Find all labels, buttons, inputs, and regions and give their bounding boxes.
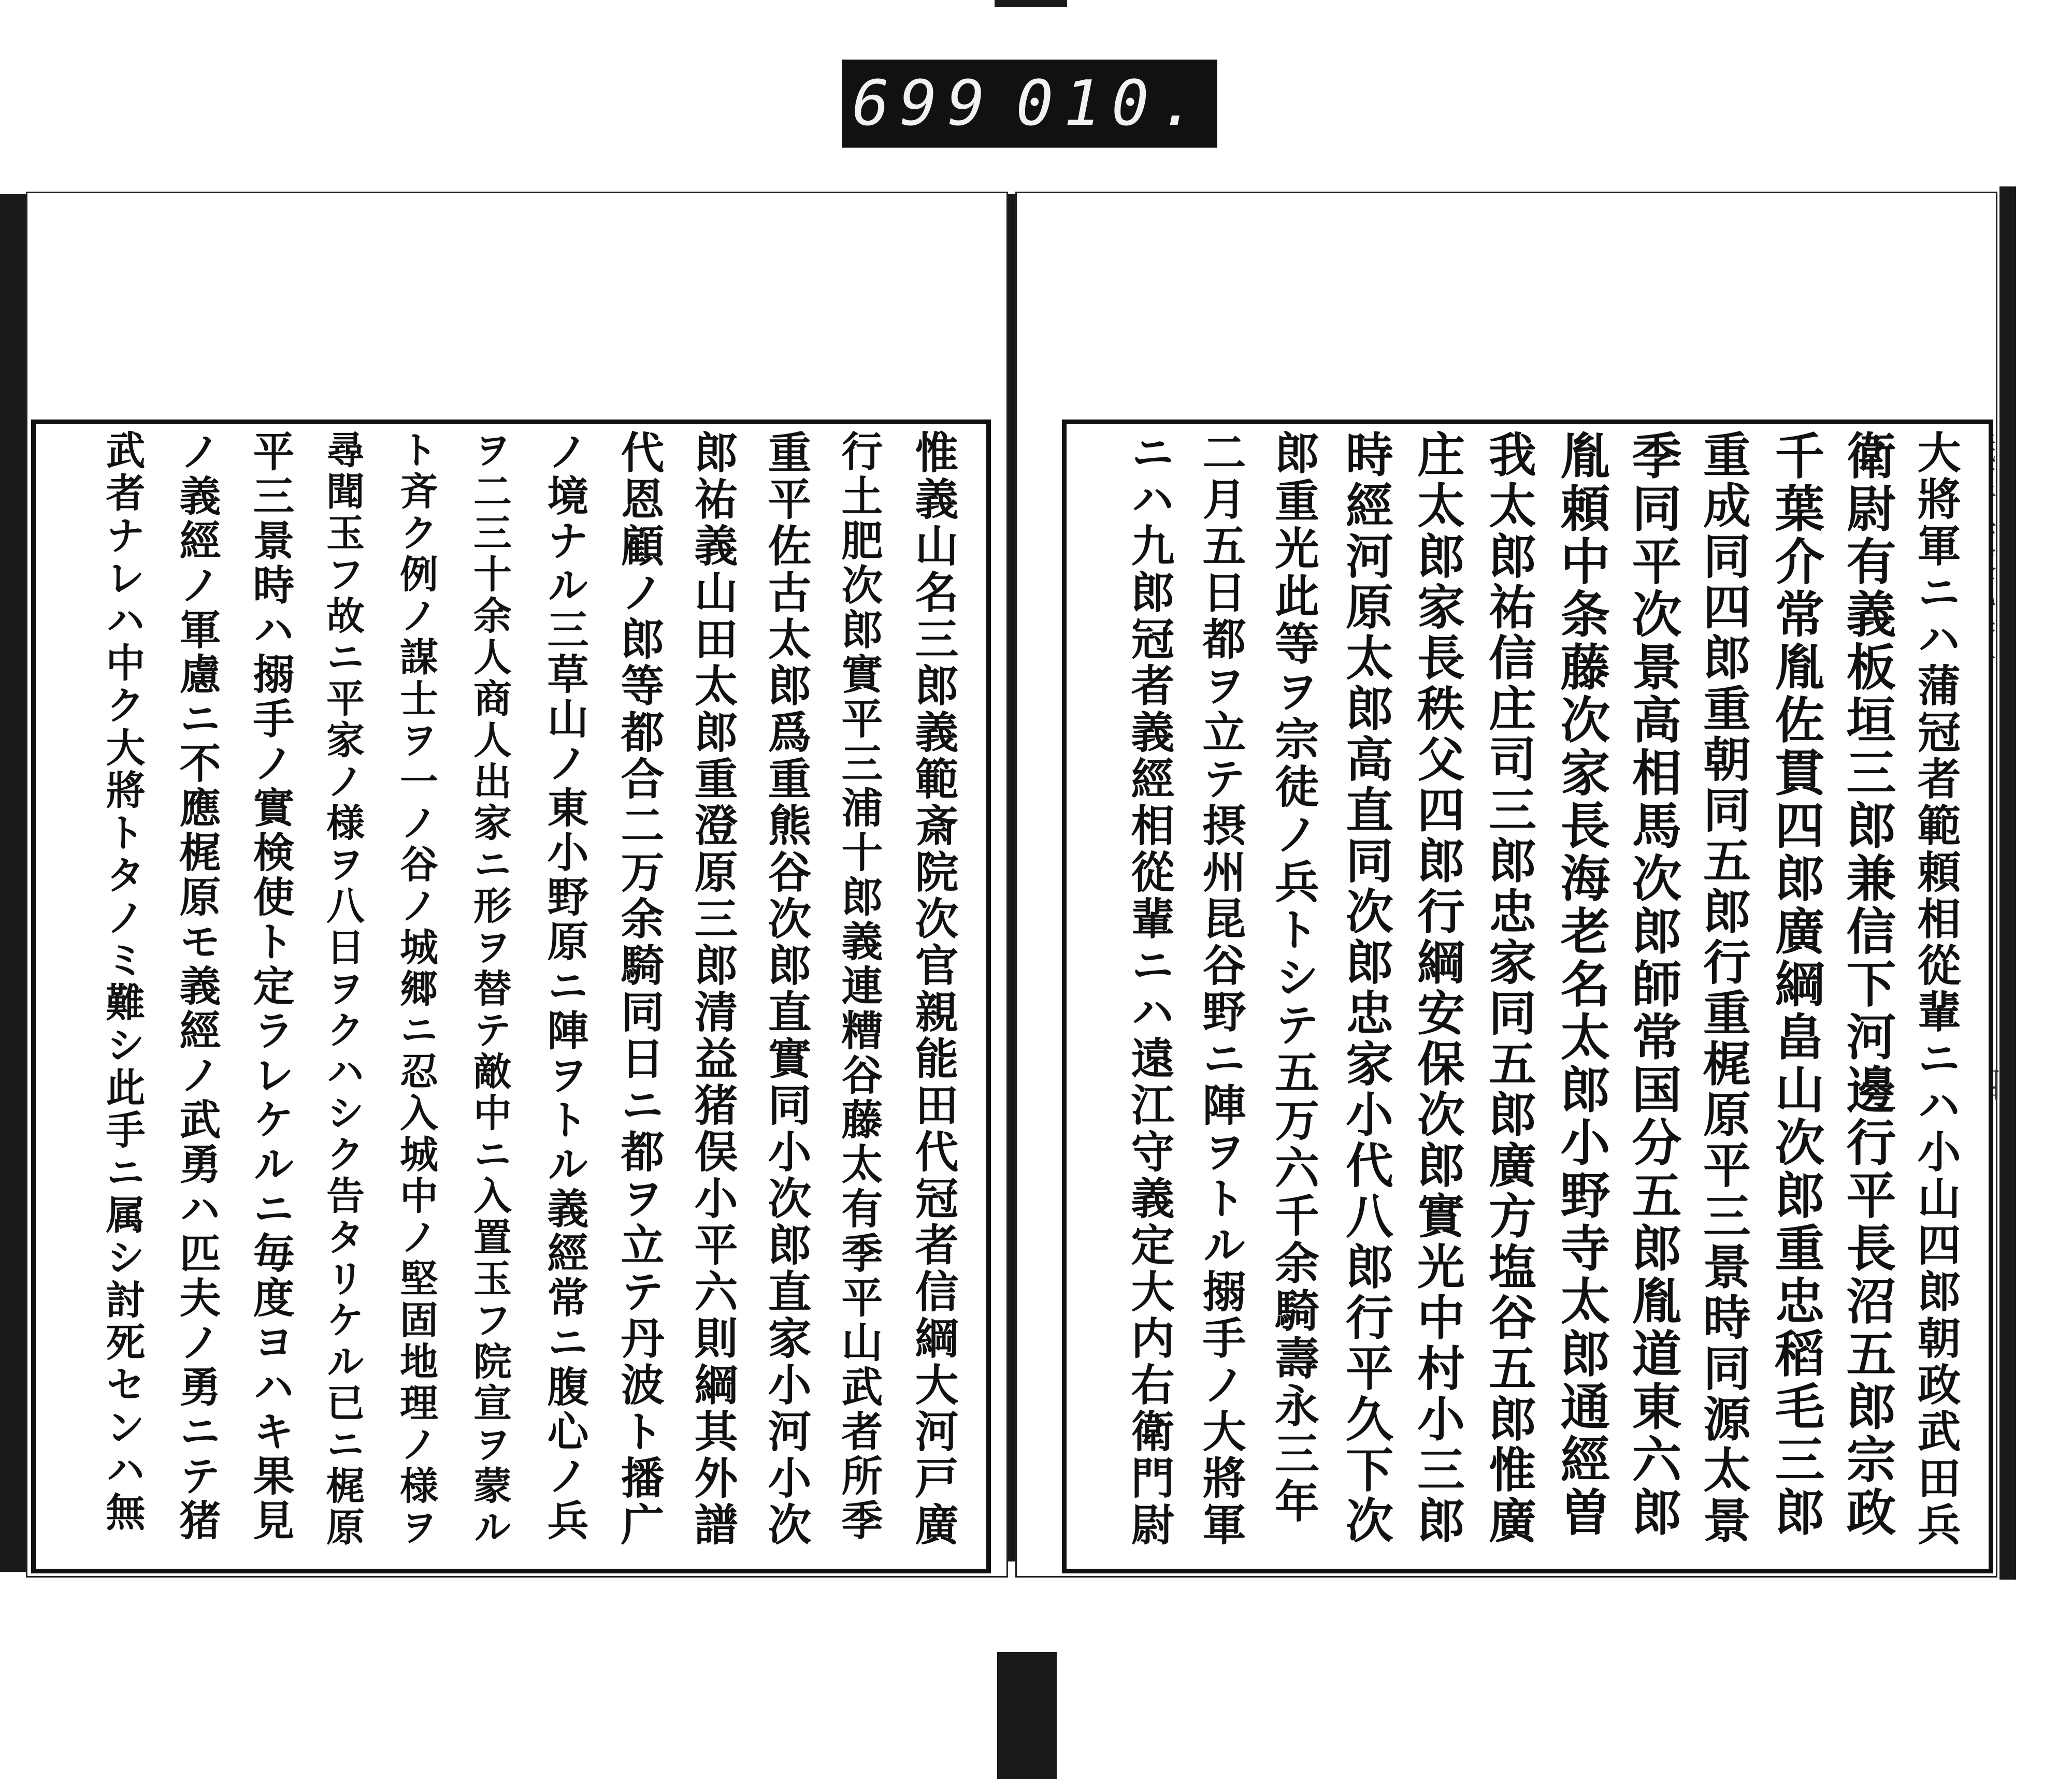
left-line-4: 郎祐義山田太郎重澄原三郎清益猪俣小平六則綱其外譜: [687, 430, 739, 1549]
microfilm-label: [842, 60, 1217, 148]
left-line-9: 尋聞玉フ故ニ平家ノ様ヲ八日ヲクハシク告タリケル已ニ梶原: [320, 430, 365, 1549]
left-line-2: 行土肥次郎實平三浦十郎義連糟谷藤太有季平山武者所季: [834, 430, 883, 1543]
left-line-3: 重平佐古太郎爲重熊谷次郎直實同小次郎直家小河小次: [761, 430, 812, 1549]
left-line-7: ヲ二三十余人商人出家ニ形ヲ替テ敵中ニ入置玉フ院宣ヲ蒙ル: [467, 430, 512, 1549]
right-line-6: 胤頼中条藤次家長海老名太郎小野寺太郎通經曽: [1552, 430, 1611, 1539]
right-line-2: 衛尉有義板垣三郎兼信下河邊行平長沼五郎宗政: [1838, 430, 1897, 1539]
left-line-6: ノ境ナル三草山ノ東小野原ニ陣ヲトル義經常ニ腹心ノ兵: [540, 430, 589, 1543]
left-page-text: [36, 430, 976, 1559]
right-line-5: 季同平次景高相馬次郎師常国分五郎胤道東六郎: [1624, 430, 1682, 1539]
right-edge-strip: [1999, 186, 2016, 1580]
right-line-9: 時經河原太郎高直同次郎忠家小代八郎行平久下次: [1338, 430, 1394, 1546]
left-line-1: 惟義山名三郎義範斎院次官親能田代冠者信綱大河戸廣: [908, 430, 959, 1549]
right-line-3: 千葉介常胤佐貫四郎廣綱畠山次郎重忠稻毛三郎: [1767, 430, 1825, 1539]
left-edge-strip: [0, 194, 28, 1572]
right-line-11: 二月五日都ヲ立テ摂州昆谷野ニ陣ヲトル搦手ノ大將軍: [1196, 430, 1247, 1549]
right-line-10: 郎重光此等ヲ宗徒ノ兵トシテ五万六千余騎壽永三年: [1267, 430, 1319, 1526]
film-label-left: 699: [852, 67, 996, 140]
right-line-8: 庄太郎家長秩父四郎行綱安保次郎實光中村小三郎: [1409, 430, 1465, 1546]
gutter-tab-top: [995, 0, 1067, 7]
left-line-5: 代恩顧ノ郎等都合二万余騎同日ニ都ヲ立テ丹波ト播广: [614, 430, 665, 1549]
gutter-tab-bottom: [997, 1652, 1057, 1779]
right-line-12: ニハ九郎冠者義經相從輩ニハ遠江守義定大内右衛門尉: [1124, 430, 1175, 1549]
right-page-text: [1067, 430, 1979, 1559]
left-line-12: 武者ナレハ中ク大將トタノミ難シ此手ニ属シ討死センハ無: [99, 430, 146, 1534]
right-line-4: 重成同四郎重朝同五郎行重梶原平三景時同源太景: [1695, 430, 1751, 1546]
left-line-10: 平三景時ハ搦手ノ實検使ト定ラレケルニ毎度ヨハキ果見: [246, 430, 295, 1543]
left-line-11: ノ義經ノ軍慮ニ不應梶原モ義經ノ武勇ハ匹夫ノ勇ニテ猪: [172, 430, 221, 1543]
right-line-1: 大將軍ニハ蒲冠者範頼相從輩ニハ小山四郎朝政武田兵: [1910, 430, 1962, 1549]
left-line-8: ト斉ク例ノ謀士ヲ一ノ谷ノ城郷ニ忍入城中ノ堅固地理ノ様ヲ: [394, 430, 438, 1549]
right-line-7: 我太郎祐信庄司三郎忠家同五郎廣方塩谷五郎惟廣: [1481, 430, 1537, 1546]
film-label-right: 010.: [1016, 67, 1207, 140]
